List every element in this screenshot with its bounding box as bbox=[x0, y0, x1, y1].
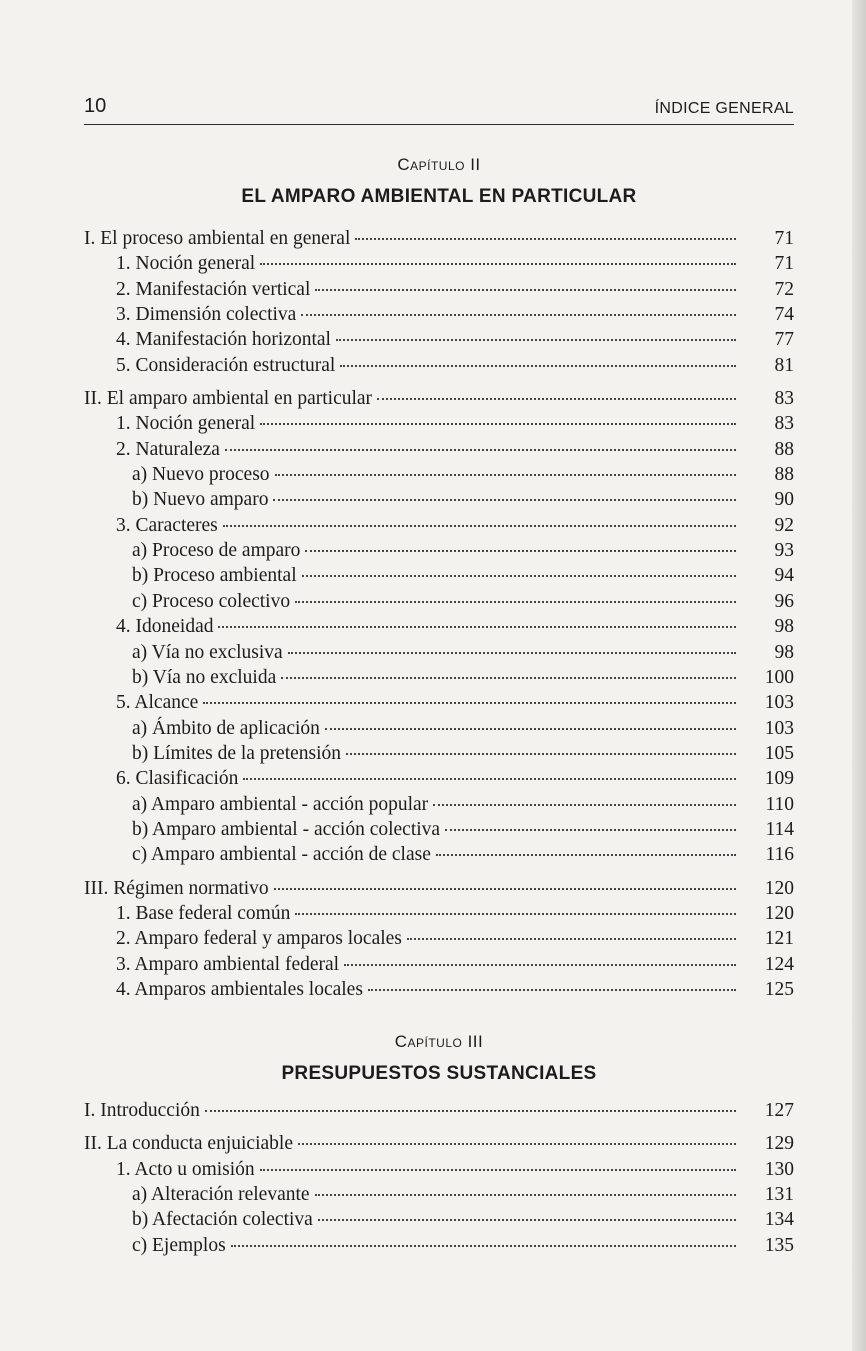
toc-entry-page: 98 bbox=[774, 616, 794, 638]
toc-entry bbox=[84, 928, 794, 953]
toc-entry bbox=[84, 413, 794, 438]
toc-entry-title: 4. Idoneidad bbox=[116, 616, 214, 638]
toc-entry-title: 2. Manifestación vertical bbox=[116, 278, 311, 300]
toc-entry bbox=[84, 1100, 794, 1125]
toc-entry-title: 2. Naturaleza bbox=[116, 438, 220, 460]
dot-leader bbox=[275, 473, 736, 476]
toc-entry bbox=[84, 878, 794, 903]
dot-leader bbox=[302, 574, 736, 577]
toc-entry bbox=[84, 439, 794, 464]
toc-entry-page: 129 bbox=[764, 1133, 794, 1155]
dot-leader bbox=[205, 1109, 736, 1112]
toc-entry bbox=[84, 616, 794, 641]
toc-entry-title: 1. Acto u omisión bbox=[116, 1158, 255, 1180]
toc-entry-page: 72 bbox=[774, 278, 794, 300]
toc-entry-title: a) Ámbito de aplicación bbox=[132, 717, 320, 739]
dot-leader bbox=[340, 364, 736, 367]
dot-leader bbox=[315, 1193, 736, 1196]
chapter-heading bbox=[84, 155, 794, 208]
dot-leader bbox=[273, 498, 736, 501]
toc-entry bbox=[84, 794, 794, 819]
toc-entry bbox=[84, 903, 794, 928]
toc-entry-title: b) Amparo ambiental - acción colectiva bbox=[132, 818, 441, 840]
dot-leader bbox=[318, 1218, 736, 1221]
dot-leader bbox=[260, 1168, 736, 1171]
toc-entry-page: 81 bbox=[774, 354, 794, 376]
toc-entry-page: 114 bbox=[765, 818, 794, 840]
toc-entry-page: 109 bbox=[764, 768, 794, 790]
toc-entry-title: 6. Clasificación bbox=[116, 768, 239, 790]
toc-entry bbox=[84, 979, 794, 1004]
toc-entry-title: II. El amparo ambiental en particular bbox=[84, 388, 373, 410]
toc-entry-page: 92 bbox=[774, 514, 794, 536]
dot-leader bbox=[325, 727, 736, 730]
toc-entry-title: 4. Manifestación horizontal bbox=[116, 329, 331, 351]
toc-entry bbox=[84, 540, 794, 565]
toc-entry-page: 110 bbox=[765, 793, 794, 815]
toc-entry bbox=[84, 388, 794, 413]
dot-leader bbox=[243, 777, 736, 780]
chapter-label: Capítulo III bbox=[394, 1032, 484, 1051]
dot-leader bbox=[445, 828, 736, 831]
toc-entry-title: b) Proceso ambiental bbox=[132, 565, 297, 587]
toc-entry-page: 71 bbox=[774, 228, 794, 249]
dot-leader bbox=[218, 625, 736, 628]
page-header bbox=[84, 88, 794, 125]
dot-leader bbox=[295, 912, 736, 915]
chapter-label: Capítulo II bbox=[397, 155, 481, 174]
toc-chapter-3 bbox=[84, 1100, 794, 1260]
dot-leader bbox=[377, 397, 736, 400]
toc-entry-page: 130 bbox=[764, 1158, 794, 1180]
toc-entry-title: c) Amparo ambiental - acción de clase bbox=[132, 844, 431, 866]
toc-entry bbox=[84, 1235, 794, 1260]
toc-entry-title: a) Proceso de amparo bbox=[132, 540, 301, 562]
dot-leader bbox=[346, 752, 736, 755]
dot-leader bbox=[436, 853, 736, 856]
toc-entry bbox=[84, 1209, 794, 1234]
toc-entry-page: 74 bbox=[774, 304, 794, 326]
toc-entry bbox=[84, 489, 794, 514]
toc-entry bbox=[84, 304, 794, 329]
toc-entry bbox=[84, 743, 794, 768]
toc-entry-page: 125 bbox=[764, 978, 794, 1000]
toc-entry bbox=[84, 228, 794, 253]
toc-entry bbox=[84, 692, 794, 717]
toc-entry-title: c) Proceso colectivo bbox=[132, 590, 291, 612]
toc-entry bbox=[84, 718, 794, 743]
toc-entry-page: 90 bbox=[774, 489, 794, 511]
toc-entry-title: 2. Amparo federal y amparos locales bbox=[116, 928, 402, 950]
toc-entry-title: 3. Caracteres bbox=[116, 514, 218, 536]
dot-leader bbox=[231, 1244, 736, 1247]
dot-leader bbox=[305, 549, 736, 552]
toc-entry bbox=[84, 253, 794, 278]
running-head: ÍNDICE GENERAL bbox=[654, 100, 794, 117]
toc-entry-title: 5. Alcance bbox=[116, 692, 199, 714]
dot-leader bbox=[433, 803, 736, 806]
toc-entry-title: 1. Base federal común bbox=[116, 902, 291, 924]
dot-leader bbox=[344, 963, 736, 966]
toc-entry-title: b) Nuevo amparo bbox=[132, 489, 269, 511]
dot-leader bbox=[274, 887, 736, 890]
toc-entry-title: 5. Consideración estructural bbox=[116, 354, 336, 376]
toc-entry bbox=[84, 1159, 794, 1184]
toc-entry-page: 88 bbox=[774, 464, 794, 486]
toc-entry bbox=[84, 954, 794, 979]
dot-leader bbox=[203, 701, 736, 704]
toc-entry-page: 77 bbox=[774, 329, 794, 351]
toc-entry-page: 96 bbox=[774, 590, 794, 612]
toc-entry-page: 131 bbox=[764, 1184, 794, 1206]
dot-leader bbox=[223, 524, 736, 527]
dot-leader bbox=[355, 237, 736, 240]
dot-leader bbox=[288, 651, 736, 654]
toc-entry-title: 1. Noción general bbox=[116, 253, 256, 275]
toc-entry bbox=[84, 1184, 794, 1209]
toc-entry bbox=[84, 464, 794, 489]
toc-entry-page: 120 bbox=[764, 877, 794, 899]
toc-entry-title: 4. Amparos ambientales locales bbox=[116, 978, 363, 1000]
toc-entry bbox=[84, 642, 794, 667]
chapter-title: EL AMPARO AMBIENTAL EN PARTICULAR bbox=[241, 186, 637, 207]
toc-entry-title: b) Afectación colectiva bbox=[132, 1209, 313, 1231]
toc-entry-page: 135 bbox=[764, 1234, 794, 1256]
page-number: 10 bbox=[84, 95, 107, 117]
toc-entry-page: 134 bbox=[764, 1209, 794, 1231]
toc-entry-page: 116 bbox=[765, 844, 794, 866]
toc-entry bbox=[84, 565, 794, 590]
toc-entry bbox=[84, 355, 794, 380]
dot-leader bbox=[298, 1142, 736, 1145]
dot-leader bbox=[260, 422, 736, 425]
page-edge-shadow bbox=[852, 0, 866, 1351]
toc-entry bbox=[84, 515, 794, 540]
toc-entry-title: b) Vía no excluida bbox=[132, 666, 277, 688]
toc-entry-page: 103 bbox=[764, 692, 794, 714]
toc-entry-title: a) Alteración relevante bbox=[132, 1184, 310, 1206]
toc-entry-title: a) Amparo ambiental - acción popular bbox=[132, 793, 429, 815]
chapter-heading bbox=[84, 1032, 794, 1085]
toc-chapter-2 bbox=[84, 228, 794, 1004]
toc-entry-title: a) Vía no exclusiva bbox=[132, 641, 283, 663]
toc-entry-page: 120 bbox=[764, 902, 794, 924]
toc-entry-page: 105 bbox=[764, 742, 794, 764]
dot-leader bbox=[407, 937, 736, 940]
toc-entry-page: 71 bbox=[774, 253, 794, 275]
toc-entry bbox=[84, 329, 794, 354]
toc-entry-title: 3. Dimensión colectiva bbox=[116, 304, 297, 326]
toc-entry bbox=[84, 1133, 794, 1158]
toc-entry bbox=[84, 667, 794, 692]
chapter-title: PRESUPUESTOS SUSTANCIALES bbox=[281, 1063, 597, 1084]
toc-entry-title: I. El proceso ambiental en general bbox=[84, 228, 351, 249]
toc-entry-title: c) Ejemplos bbox=[132, 1234, 226, 1256]
toc-entry-page: 98 bbox=[774, 641, 794, 663]
toc-entry bbox=[84, 591, 794, 616]
toc-entry-page: 100 bbox=[764, 666, 794, 688]
dot-leader bbox=[368, 988, 736, 991]
toc-entry-page: 121 bbox=[764, 928, 794, 950]
toc-entry bbox=[84, 279, 794, 304]
toc-entry-title: I. Introducción bbox=[84, 1100, 200, 1121]
toc-entry-page: 83 bbox=[774, 388, 794, 410]
toc-entry bbox=[84, 844, 794, 869]
toc-entry-page: 103 bbox=[764, 717, 794, 739]
toc-entry-title: a) Nuevo proceso bbox=[132, 464, 270, 486]
toc-entry-page: 83 bbox=[774, 413, 794, 435]
dot-leader bbox=[295, 600, 736, 603]
dot-leader bbox=[225, 448, 736, 451]
toc-entry-title: III. Régimen normativo bbox=[84, 877, 269, 899]
toc-entry-page: 93 bbox=[774, 540, 794, 562]
toc-entry-page: 127 bbox=[764, 1100, 794, 1121]
toc-entry-title: II. La conducta enjuiciable bbox=[84, 1133, 293, 1155]
dot-leader bbox=[301, 313, 736, 316]
toc-entry bbox=[84, 819, 794, 844]
dot-leader bbox=[281, 676, 736, 679]
dot-leader bbox=[260, 262, 736, 265]
toc-entry-page: 124 bbox=[764, 953, 794, 975]
dot-leader bbox=[315, 288, 736, 291]
toc-entry-title: 3. Amparo ambiental federal bbox=[116, 953, 340, 975]
toc-entry-page: 88 bbox=[774, 438, 794, 460]
toc-entry bbox=[84, 768, 794, 793]
toc-entry-page: 94 bbox=[774, 565, 794, 587]
toc-entry-title: 1. Noción general bbox=[116, 413, 256, 435]
dot-leader bbox=[336, 338, 736, 341]
toc-entry-title: b) Límites de la pretensión bbox=[132, 742, 342, 764]
